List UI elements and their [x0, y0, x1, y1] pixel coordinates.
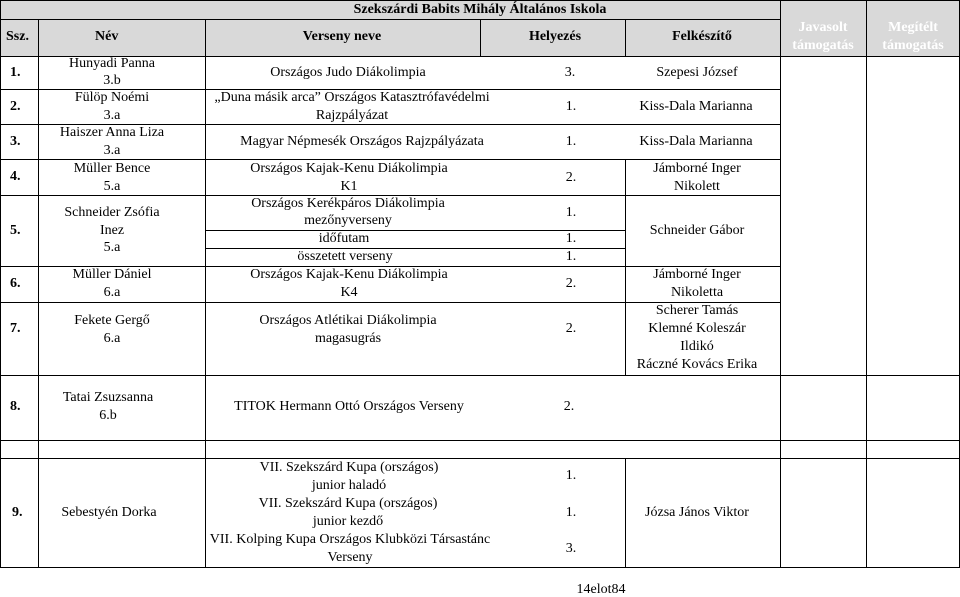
competition-name: időfutam	[318, 231, 370, 246]
student-name: Müller Bence	[73, 161, 151, 176]
rule	[0, 0, 1, 568]
teacher-name: Nikolett	[674, 179, 720, 194]
header-verseny: Verseny neve	[302, 29, 382, 44]
rule	[205, 19, 206, 568]
teacher-name: Scherer Tamás	[655, 303, 739, 318]
placement: 2.	[565, 321, 577, 336]
competition-name: Országos Atlétikai Diákolimpia	[259, 313, 437, 328]
competition-name: mezőnyverseny	[304, 213, 392, 228]
row-number: 4.	[10, 169, 21, 184]
placement: 3.	[565, 541, 577, 556]
rule	[0, 440, 960, 441]
row-number: 3.	[10, 134, 21, 149]
competition-name: junior haladó	[311, 478, 387, 493]
student-name: Müller Dániel	[72, 267, 152, 282]
rule	[480, 19, 481, 57]
student-class: 6.b	[99, 408, 117, 423]
student-name: Inez	[99, 223, 125, 238]
row-number: 8.	[10, 399, 21, 414]
placement: 2.	[565, 170, 577, 185]
competition-name: Országos Judo Diákolimpia	[270, 65, 426, 80]
competition-name: Országos Kerékpáros Diákolimpia	[251, 196, 445, 211]
rule	[0, 458, 960, 459]
footer-code: 14elot84	[576, 582, 626, 597]
placement: 1.	[565, 205, 577, 220]
student-class: 5.a	[103, 179, 121, 194]
competition-name: összetett verseny	[297, 249, 393, 264]
row-number: 7.	[10, 321, 21, 336]
rule	[205, 230, 625, 231]
placement: 1.	[565, 249, 577, 264]
teacher-name: Schneider Gábor	[649, 223, 745, 238]
rule	[0, 19, 780, 20]
header-helyezes: Helyezés	[528, 29, 582, 44]
teacher-name: Ildikó	[680, 339, 714, 354]
teacher-name: Ráczné Kovács Erika	[636, 357, 758, 372]
teacher-name: Jámborné Inger	[653, 161, 741, 176]
student-name: Sebestyén Dorka	[61, 505, 157, 520]
student-name: Hunyadi Panna	[69, 56, 155, 71]
competition-name: „Duna másik arca” Országos Katasztrófavédelmi	[214, 90, 490, 105]
teacher-name: Kiss-Dala Marianna	[639, 134, 753, 149]
teacher-name: Jámborné Inger	[653, 267, 741, 282]
teacher-name: Józsa János Viktor	[645, 505, 749, 520]
competition-name: Magyar Népmesék Országos Rajzpályázata	[240, 134, 484, 149]
competition-name: Országos Kajak-Kenu Diákolimpia	[250, 161, 448, 176]
competition-name: K4	[340, 285, 358, 300]
competition-name: junior kezdő	[312, 514, 384, 529]
placement: 1.	[565, 231, 577, 246]
rule	[0, 567, 960, 568]
row-number: 6.	[10, 276, 21, 291]
student-class: 3.a	[103, 143, 121, 158]
header-javasolt: Javasolt	[798, 20, 848, 35]
competition-name: K1	[340, 179, 358, 194]
row-number: 2.	[10, 99, 21, 114]
student-name: Tatai Zsuzsanna	[62, 390, 154, 405]
header-felkeszito: Felkészítő	[672, 29, 732, 44]
rule	[625, 19, 626, 57]
competition-name: magasugrás	[314, 331, 382, 346]
rule	[0, 375, 960, 376]
student-class: 6.a	[103, 331, 121, 346]
placement: 1.	[565, 468, 577, 483]
rule	[38, 19, 39, 568]
header-megitelt: Megítélt	[888, 20, 938, 35]
competition-name: VII. Szekszárd Kupa (országos)	[259, 460, 439, 475]
placement: 1.	[565, 99, 577, 114]
student-name: Haiszer Anna Liza	[59, 125, 165, 140]
header-megitelt-2: támogatás	[882, 38, 944, 53]
student-class: 6.a	[103, 285, 121, 300]
placement: 1.	[565, 505, 577, 520]
competition-name: VII. Szekszárd Kupa (országos)	[258, 496, 438, 511]
teacher-name: Klemné Koleszár	[648, 321, 746, 336]
student-name: Schneider Zsófia	[64, 205, 160, 220]
teacher-name: Szepesi József	[656, 65, 738, 80]
student-name: Fülöp Noémi	[74, 90, 150, 105]
header-javasolt-2: támogatás	[792, 38, 854, 53]
rule	[625, 160, 626, 376]
competition-name: Rajzpályázat	[315, 108, 389, 123]
rule	[205, 248, 625, 249]
rule	[866, 0, 867, 568]
placement: 2.	[565, 276, 577, 291]
student-class: 3.a	[103, 108, 121, 123]
school-title: Szekszárdi Babits Mihály Általános Iskola	[353, 2, 607, 17]
placement: 3.	[564, 65, 576, 80]
rule	[625, 459, 626, 568]
row-number: 1.	[10, 65, 21, 80]
teacher-name: Kiss-Dala Marianna	[639, 99, 753, 114]
competition-name: Országos Kajak-Kenu Diákolimpia	[250, 267, 448, 282]
placement: 2.	[563, 399, 575, 414]
placement: 1.	[565, 134, 577, 149]
teacher-name: Nikoletta	[670, 285, 724, 300]
rule	[780, 0, 781, 568]
row-number: 9.	[12, 505, 23, 520]
competition-name: TITOK Hermann Ottó Országos Verseny	[234, 399, 464, 414]
student-class: 5.a	[103, 240, 121, 255]
row-number: 5.	[10, 223, 21, 238]
header-ssz: Ssz.	[6, 29, 29, 44]
competition-name: Verseny	[327, 550, 373, 565]
competition-name: VII. Kolping Kupa Országos Klubközi Társastánc	[209, 532, 491, 547]
student-class: 3.b	[103, 73, 121, 88]
student-name: Fekete Gergő	[74, 313, 150, 328]
header-nev: Név	[95, 29, 119, 44]
